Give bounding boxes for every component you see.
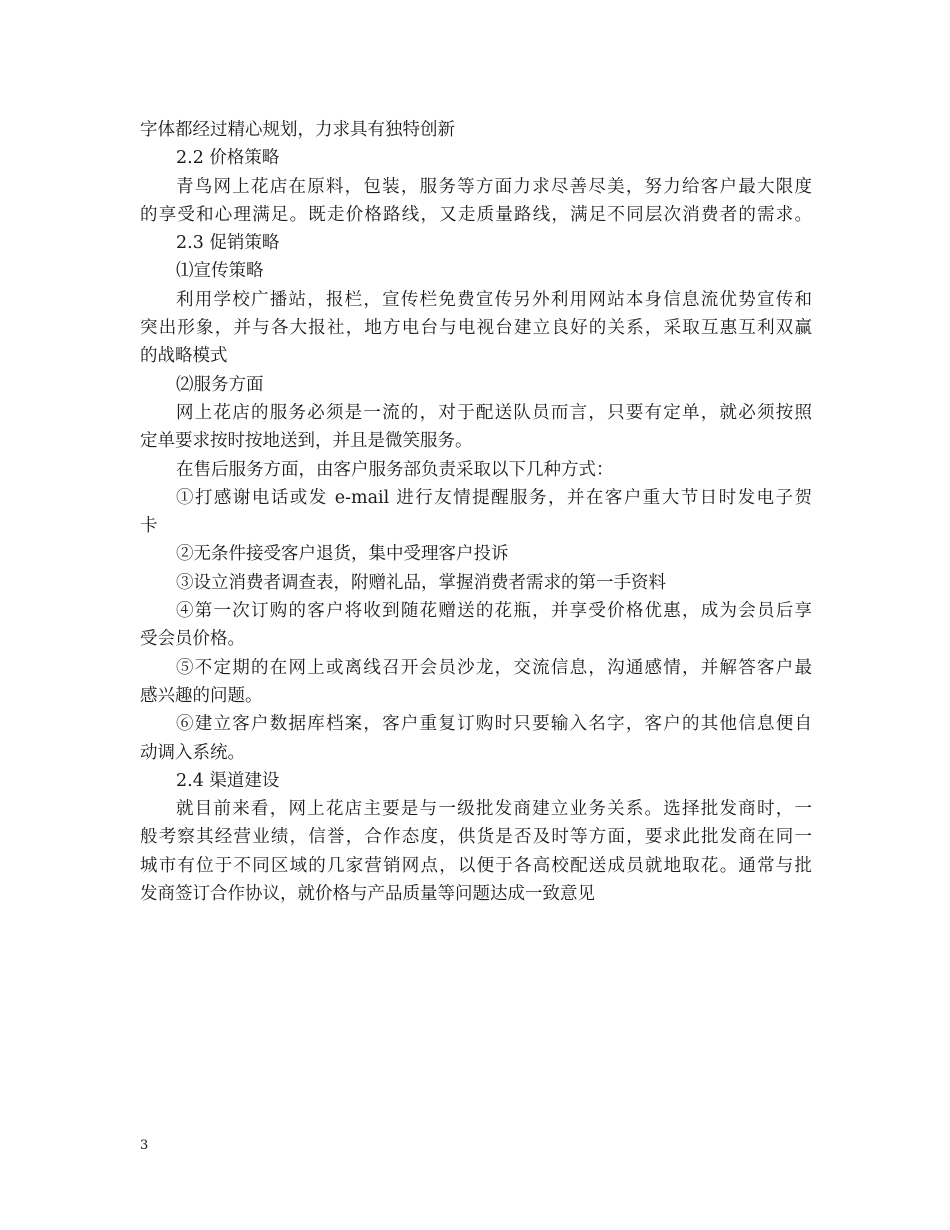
text-line: 动调入系统。 [140,742,245,763]
text-line: 在售后服务方面，由客户服务部负责采取以下几种方式： [176,459,614,480]
text-line: 般考察其经营业绩，信誉，合作态度，供货是否及时等方面，要求此批发商在同一 [140,827,812,848]
text-line: 网上花店的服务必须是一流的，对于配送队员而言，只要有定单，就必须按照 [176,402,812,423]
text-line: 发商签订合作协议，就价格与产品质量等问题达成一致意见 [140,884,595,905]
text-line: 受会员价格。 [140,629,245,650]
text-line: 2.4 渠道建设 [176,770,280,791]
text-line: 的战略模式 [140,346,228,367]
text-line: 感兴趣的问题。 [140,685,263,706]
text-line: ⑵服务方面 [176,374,264,395]
text-line: ③设立消费者调查表，附赠礼品，掌握消费者需求的第一手资料 [176,572,666,593]
text-line: 卡 [140,516,158,537]
text-line: 就目前来看，网上花店主要是与一级批发商建立业务关系。选择批发商时，一 [176,799,812,820]
text-line: ⑤不定期的在网上或离线召开会员沙龙，交流信息，沟通感情，并解答客户最 [176,657,812,678]
text-line: ①打感谢电话或发 e-mail 进行友情提醒服务，并在客户重大节日时发电子贺 [176,487,812,508]
text-line: 青鸟网上花店在原料，包装，服务等方面力求尽善尽美，努力给客户最大限度 [176,176,812,197]
text-line: ④第一次订购的客户将收到随花赠送的花瓶，并享受价格优惠，成为会员后享 [176,601,812,622]
text-line: ②无条件接受客户退货，集中受理客户投诉 [176,544,509,565]
text-line: 2.2 价格策略 [176,148,280,169]
text-line: 突出形象，并与各大报社，地方电台与电视台建立良好的关系，采取互惠互利双赢 [140,318,812,339]
text-line: 2.3 促销策略 [176,233,280,254]
text-line: ⑴宣传策略 [176,261,264,282]
text-line: 的享受和心理满足。既走价格路线，又走质量路线，满足不同层次消费者的需求。 [140,204,812,225]
document-body [140,116,812,908]
page-number: 3 [140,1138,149,1153]
text-line: 定单要求按时按地送到，并且是微笑服务。 [140,431,473,452]
text-line: ⑥建立客户数据库档案，客户重复订购时只要输入名字，客户的其他信息便自 [176,714,812,735]
text-line: 利用学校广播站，报栏，宣传栏免费宣传另外利用网站本身信息流优势宣传和 [176,289,812,310]
text-line: 城市有位于不同区域的几家营销网点，以便于各高校配送成员就地取花。通常与批 [140,855,812,876]
text-line: 字体都经过精心规划，力求具有独特创新 [140,120,455,140]
